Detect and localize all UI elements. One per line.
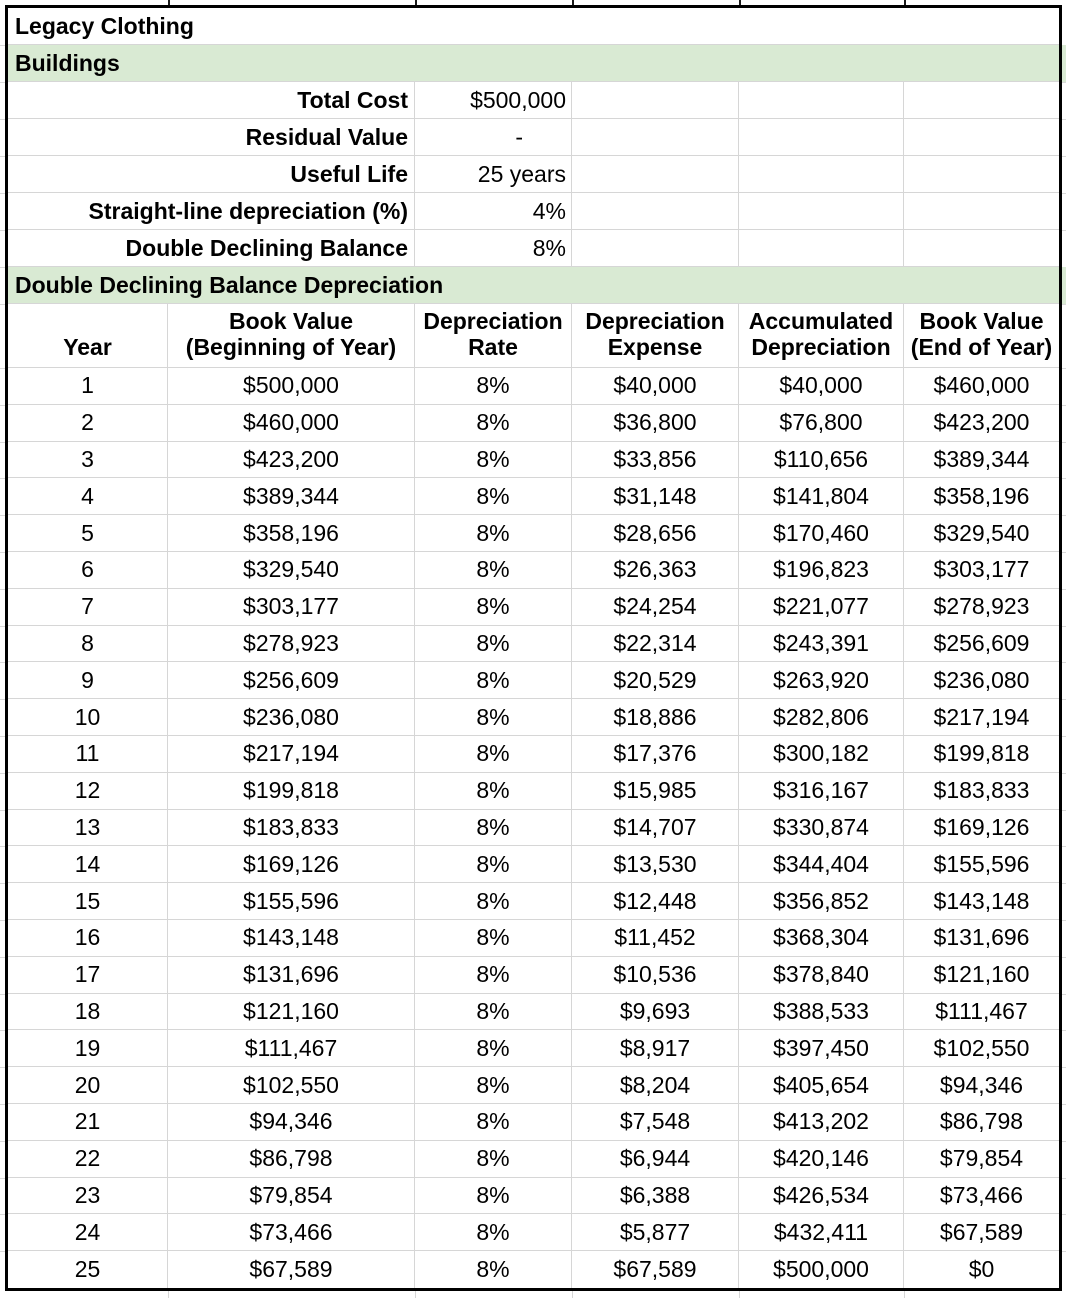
cell-book-value-end[interactable]: $389,344 bbox=[904, 442, 1059, 479]
cell-depreciation-expense[interactable]: $17,376 bbox=[572, 736, 739, 773]
cell-depreciation-rate[interactable]: 8% bbox=[415, 1067, 572, 1104]
empty-cell[interactable] bbox=[739, 156, 904, 193]
cell-year[interactable]: 11 bbox=[8, 736, 168, 773]
grid-sliver-line bbox=[1062, 119, 1066, 120]
table-row bbox=[8, 920, 1059, 957]
cell-year[interactable]: 14 bbox=[8, 846, 168, 883]
cell-book-value-begin[interactable]: $86,798 bbox=[168, 1141, 415, 1178]
cell-depreciation-rate[interactable]: 8% bbox=[415, 810, 572, 847]
straight-line-value-cell[interactable]: 4% bbox=[415, 193, 572, 230]
table-row bbox=[8, 1251, 1059, 1288]
cell-depreciation-expense[interactable]: $36,800 bbox=[572, 405, 739, 442]
grid-sliver-line bbox=[1062, 1030, 1066, 1031]
grid-sliver-line bbox=[1062, 883, 1066, 884]
grid-sliver-line bbox=[168, 1291, 169, 1298]
cell-book-value-end[interactable]: $121,160 bbox=[904, 957, 1059, 994]
cell-book-value-end[interactable]: $67,589 bbox=[904, 1214, 1059, 1251]
cell-accumulated-depreciation[interactable]: $413,202 bbox=[739, 1104, 904, 1141]
cell-depreciation-rate[interactable]: 8% bbox=[415, 662, 572, 699]
cell-accumulated-depreciation[interactable]: $316,167 bbox=[739, 773, 904, 810]
cell-depreciation-rate[interactable]: 8% bbox=[415, 699, 572, 736]
cell-accumulated-depreciation[interactable]: $243,391 bbox=[739, 626, 904, 663]
ddb-rate-label-cell[interactable]: Double Declining Balance bbox=[8, 230, 415, 267]
cell-year[interactable]: 2 bbox=[8, 405, 168, 442]
cell-book-value-end[interactable]: $155,596 bbox=[904, 846, 1059, 883]
header-depreciation-expense-cell[interactable]: Depreciation Expense bbox=[572, 304, 739, 368]
cell-book-value-begin[interactable]: $169,126 bbox=[168, 846, 415, 883]
cell-accumulated-depreciation[interactable]: $388,533 bbox=[739, 994, 904, 1031]
cell-accumulated-depreciation[interactable]: $263,920 bbox=[739, 662, 904, 699]
empty-cell[interactable] bbox=[572, 82, 739, 119]
cell-year[interactable]: 21 bbox=[8, 1104, 168, 1141]
grid-sliver-line bbox=[1062, 920, 1066, 921]
grid-sliver-line bbox=[415, 1291, 416, 1298]
table-row bbox=[8, 1141, 1059, 1178]
cell-accumulated-depreciation[interactable]: $368,304 bbox=[739, 920, 904, 957]
header-depreciation-rate-cell[interactable]: Depreciation Rate bbox=[415, 304, 572, 368]
straight-line-label-cell[interactable]: Straight-line depreciation (%) bbox=[8, 193, 415, 230]
table-row bbox=[8, 1178, 1059, 1215]
table-row bbox=[8, 1214, 1059, 1251]
cell-depreciation-expense[interactable]: $24,254 bbox=[572, 589, 739, 626]
cell-accumulated-depreciation[interactable]: $405,654 bbox=[739, 1067, 904, 1104]
cell-book-value-begin[interactable]: $236,080 bbox=[168, 699, 415, 736]
cell-year[interactable]: 17 bbox=[8, 957, 168, 994]
grid-sliver-line bbox=[1062, 193, 1066, 194]
cell-depreciation-rate[interactable]: 8% bbox=[415, 589, 572, 626]
empty-cell[interactable] bbox=[904, 156, 1059, 193]
cell-depreciation-rate[interactable]: 8% bbox=[415, 478, 572, 515]
cell-depreciation-expense[interactable]: $8,204 bbox=[572, 1067, 739, 1104]
cell-depreciation-expense[interactable]: $7,548 bbox=[572, 1104, 739, 1141]
cell-year[interactable]: 12 bbox=[8, 773, 168, 810]
cell-book-value-end[interactable]: $169,126 bbox=[904, 810, 1059, 847]
table-row bbox=[8, 368, 1059, 405]
cell-book-value-begin[interactable]: $199,818 bbox=[168, 773, 415, 810]
grid-sliver-line bbox=[1062, 810, 1066, 811]
cell-book-value-begin[interactable]: $423,200 bbox=[168, 442, 415, 479]
grid-sliver-line bbox=[1062, 589, 1066, 590]
summary-row-straight-line bbox=[8, 193, 1059, 230]
cell-year[interactable]: 5 bbox=[8, 515, 168, 552]
cell-depreciation-expense[interactable]: $14,707 bbox=[572, 810, 739, 847]
cell-book-value-end[interactable]: $73,466 bbox=[904, 1178, 1059, 1215]
cell-depreciation-expense[interactable]: $28,656 bbox=[572, 515, 739, 552]
residual-value-value-cell[interactable]: - bbox=[415, 119, 572, 156]
cell-book-value-begin[interactable]: $67,589 bbox=[168, 1251, 415, 1288]
cell-year[interactable]: 15 bbox=[8, 883, 168, 920]
cell-book-value-end[interactable]: $94,346 bbox=[904, 1067, 1059, 1104]
cell-accumulated-depreciation[interactable]: $432,411 bbox=[739, 1214, 904, 1251]
empty-cell[interactable] bbox=[572, 193, 739, 230]
grid-sliver-line bbox=[1062, 267, 1066, 304]
cell-accumulated-depreciation[interactable]: $330,874 bbox=[739, 810, 904, 847]
grid-sliver-line bbox=[739, 1291, 740, 1298]
cell-book-value-end[interactable]: $199,818 bbox=[904, 736, 1059, 773]
cell-depreciation-expense[interactable]: $12,448 bbox=[572, 883, 739, 920]
table-row bbox=[8, 405, 1059, 442]
grid-sliver-line bbox=[1062, 773, 1066, 774]
cell-year[interactable]: 9 bbox=[8, 662, 168, 699]
asset-section-row bbox=[8, 45, 1059, 82]
table-row bbox=[8, 699, 1059, 736]
useful-life-label-cell[interactable]: Useful Life bbox=[8, 156, 415, 193]
cell-accumulated-depreciation[interactable]: $420,146 bbox=[739, 1141, 904, 1178]
cell-depreciation-expense[interactable]: $31,148 bbox=[572, 478, 739, 515]
cell-year[interactable]: 13 bbox=[8, 810, 168, 847]
grid-sliver-line bbox=[1062, 1178, 1066, 1179]
cell-book-value-begin[interactable]: $217,194 bbox=[168, 736, 415, 773]
table-row bbox=[8, 1030, 1059, 1067]
cell-depreciation-rate[interactable]: 8% bbox=[415, 1214, 572, 1251]
cell-book-value-begin[interactable]: $183,833 bbox=[168, 810, 415, 847]
table-row bbox=[8, 773, 1059, 810]
cell-accumulated-depreciation[interactable]: $300,182 bbox=[739, 736, 904, 773]
header-accumulated-depreciation-cell[interactable]: Accumulated Depreciation bbox=[739, 304, 904, 368]
cell-year[interactable]: 8 bbox=[8, 626, 168, 663]
cell-book-value-begin[interactable]: $79,854 bbox=[168, 1178, 415, 1215]
summary-row-residual-value bbox=[8, 119, 1059, 156]
cell-book-value-begin[interactable]: $358,196 bbox=[168, 515, 415, 552]
table-title-cell[interactable]: Double Declining Balance Depreciation bbox=[8, 267, 1059, 304]
grid-sliver-line bbox=[1062, 736, 1066, 737]
cell-depreciation-rate[interactable]: 8% bbox=[415, 1030, 572, 1067]
cell-accumulated-depreciation[interactable]: $282,806 bbox=[739, 699, 904, 736]
table-row bbox=[8, 589, 1059, 626]
table-row bbox=[8, 1104, 1059, 1141]
empty-cell[interactable] bbox=[739, 230, 904, 267]
empty-cell[interactable] bbox=[904, 82, 1059, 119]
cell-year[interactable]: 24 bbox=[8, 1214, 168, 1251]
cell-depreciation-rate[interactable]: 8% bbox=[415, 883, 572, 920]
cell-accumulated-depreciation[interactable]: $344,404 bbox=[739, 846, 904, 883]
cell-year[interactable]: 18 bbox=[8, 994, 168, 1031]
table-row bbox=[8, 478, 1059, 515]
cell-book-value-begin[interactable]: $155,596 bbox=[168, 883, 415, 920]
cell-accumulated-depreciation[interactable]: $196,823 bbox=[739, 552, 904, 589]
cell-depreciation-rate[interactable]: 8% bbox=[415, 846, 572, 883]
cell-accumulated-depreciation[interactable]: $356,852 bbox=[739, 883, 904, 920]
cell-depreciation-expense[interactable]: $11,452 bbox=[572, 920, 739, 957]
cell-depreciation-expense[interactable]: $40,000 bbox=[572, 368, 739, 405]
cell-book-value-end[interactable]: $423,200 bbox=[904, 405, 1059, 442]
cell-year[interactable]: 22 bbox=[8, 1141, 168, 1178]
cell-depreciation-rate[interactable]: 8% bbox=[415, 1251, 572, 1288]
cell-depreciation-rate[interactable]: 8% bbox=[415, 1141, 572, 1178]
cell-depreciation-expense[interactable]: $8,917 bbox=[572, 1030, 739, 1067]
cell-book-value-end[interactable]: $183,833 bbox=[904, 773, 1059, 810]
empty-cell[interactable] bbox=[739, 119, 904, 156]
cell-book-value-end[interactable]: $256,609 bbox=[904, 626, 1059, 663]
cell-book-value-end[interactable]: $460,000 bbox=[904, 368, 1059, 405]
cell-book-value-end[interactable]: $236,080 bbox=[904, 662, 1059, 699]
table-row bbox=[8, 994, 1059, 1031]
table-row bbox=[8, 957, 1059, 994]
grid-sliver-line bbox=[1062, 304, 1066, 305]
cell-year[interactable]: 1 bbox=[8, 368, 168, 405]
asset-section-cell[interactable]: Buildings bbox=[8, 45, 1059, 82]
cell-depreciation-rate[interactable]: 8% bbox=[415, 1178, 572, 1215]
cell-year[interactable]: 19 bbox=[8, 1030, 168, 1067]
cell-book-value-begin[interactable]: $131,696 bbox=[168, 957, 415, 994]
header-book-value-begin-cell[interactable]: Book Value (Beginning of Year) bbox=[168, 304, 415, 368]
cell-accumulated-depreciation[interactable]: $221,077 bbox=[739, 589, 904, 626]
company-title-row bbox=[8, 8, 1059, 45]
cell-depreciation-rate[interactable]: 8% bbox=[415, 442, 572, 479]
empty-cell[interactable] bbox=[572, 230, 739, 267]
summary-row-ddb-rate bbox=[8, 230, 1059, 267]
empty-cell[interactable] bbox=[739, 193, 904, 230]
cell-book-value-end[interactable]: $86,798 bbox=[904, 1104, 1059, 1141]
grid-sliver-line bbox=[1062, 1214, 1066, 1215]
summary-row-total-cost bbox=[8, 82, 1059, 119]
cell-depreciation-rate[interactable]: 8% bbox=[415, 920, 572, 957]
cell-depreciation-rate[interactable]: 8% bbox=[415, 957, 572, 994]
grid-sliver-line bbox=[1062, 662, 1066, 663]
grid-sliver-line bbox=[1062, 1104, 1066, 1105]
cell-depreciation-expense[interactable]: $6,944 bbox=[572, 1141, 739, 1178]
cell-year[interactable]: 7 bbox=[8, 589, 168, 626]
cell-accumulated-depreciation[interactable]: $378,840 bbox=[739, 957, 904, 994]
cell-book-value-begin[interactable]: $303,177 bbox=[168, 589, 415, 626]
cell-depreciation-expense[interactable]: $20,529 bbox=[572, 662, 739, 699]
table-row bbox=[8, 626, 1059, 663]
cell-year[interactable]: 6 bbox=[8, 552, 168, 589]
grid-sliver-line bbox=[1062, 552, 1066, 553]
cell-book-value-begin[interactable]: $256,609 bbox=[168, 662, 415, 699]
grid-sliver-line bbox=[1062, 626, 1066, 627]
cell-depreciation-rate[interactable]: 8% bbox=[415, 1104, 572, 1141]
cell-year[interactable]: 25 bbox=[8, 1251, 168, 1288]
grid-sliver-line bbox=[1062, 515, 1066, 516]
cell-year[interactable]: 4 bbox=[8, 478, 168, 515]
cell-depreciation-expense[interactable]: $5,877 bbox=[572, 1214, 739, 1251]
empty-cell[interactable] bbox=[904, 230, 1059, 267]
table-row bbox=[8, 883, 1059, 920]
cell-accumulated-depreciation[interactable]: $397,450 bbox=[739, 1030, 904, 1067]
cell-accumulated-depreciation[interactable]: $141,804 bbox=[739, 478, 904, 515]
cell-accumulated-depreciation[interactable]: $76,800 bbox=[739, 405, 904, 442]
cell-depreciation-expense[interactable]: $26,363 bbox=[572, 552, 739, 589]
grid-sliver-line bbox=[1062, 1067, 1066, 1068]
empty-cell[interactable] bbox=[904, 119, 1059, 156]
table-row bbox=[8, 442, 1059, 479]
empty-cell[interactable] bbox=[572, 119, 739, 156]
grid-sliver-line bbox=[1062, 45, 1066, 82]
company-name-cell[interactable]: Legacy Clothing bbox=[8, 8, 1059, 45]
grid-sliver-line bbox=[1062, 1141, 1066, 1142]
cell-depreciation-expense[interactable]: $15,985 bbox=[572, 773, 739, 810]
cell-depreciation-rate[interactable]: 8% bbox=[415, 515, 572, 552]
grid-sliver-line bbox=[1062, 442, 1066, 443]
grid-sliver-line bbox=[1062, 82, 1066, 83]
cell-book-value-end[interactable]: $278,923 bbox=[904, 589, 1059, 626]
empty-cell[interactable] bbox=[904, 193, 1059, 230]
cell-depreciation-rate[interactable]: 8% bbox=[415, 405, 572, 442]
cell-accumulated-depreciation[interactable]: $426,534 bbox=[739, 1178, 904, 1215]
cell-book-value-begin[interactable]: $329,540 bbox=[168, 552, 415, 589]
cell-depreciation-expense[interactable]: $9,693 bbox=[572, 994, 739, 1031]
cell-year[interactable]: 10 bbox=[8, 699, 168, 736]
header-year-cell[interactable]: Year bbox=[8, 304, 168, 368]
grid-sliver-line bbox=[1062, 957, 1066, 958]
grid-sliver-line bbox=[1062, 405, 1066, 406]
empty-cell[interactable] bbox=[739, 82, 904, 119]
cell-accumulated-depreciation[interactable]: $40,000 bbox=[739, 368, 904, 405]
cell-depreciation-expense[interactable]: $13,530 bbox=[572, 846, 739, 883]
cell-book-value-end[interactable]: $102,550 bbox=[904, 1030, 1059, 1067]
cell-accumulated-depreciation[interactable]: $110,656 bbox=[739, 442, 904, 479]
grid-sliver-line bbox=[572, 1291, 573, 1298]
cell-book-value-end[interactable]: $329,540 bbox=[904, 515, 1059, 552]
cell-book-value-begin[interactable]: $460,000 bbox=[168, 405, 415, 442]
depreciation-worksheet bbox=[5, 5, 1062, 1291]
cell-depreciation-rate[interactable]: 8% bbox=[415, 773, 572, 810]
cell-depreciation-expense[interactable]: $22,314 bbox=[572, 626, 739, 663]
grid-sliver-line bbox=[1062, 230, 1066, 231]
table-row bbox=[8, 1067, 1059, 1104]
table-title-row bbox=[8, 267, 1059, 304]
table-row bbox=[8, 736, 1059, 773]
cell-book-value-begin[interactable]: $102,550 bbox=[168, 1067, 415, 1104]
cell-book-value-end[interactable]: $303,177 bbox=[904, 552, 1059, 589]
residual-value-label-cell[interactable]: Residual Value bbox=[8, 119, 415, 156]
cell-year[interactable]: 20 bbox=[8, 1067, 168, 1104]
cell-year[interactable]: 23 bbox=[8, 1178, 168, 1215]
cell-accumulated-depreciation[interactable]: $170,460 bbox=[739, 515, 904, 552]
cell-depreciation-rate[interactable]: 8% bbox=[415, 368, 572, 405]
cell-depreciation-expense[interactable]: $18,886 bbox=[572, 699, 739, 736]
cell-book-value-begin[interactable]: $94,346 bbox=[168, 1104, 415, 1141]
grid-sliver-line bbox=[904, 1291, 905, 1298]
cell-depreciation-expense[interactable]: $6,388 bbox=[572, 1178, 739, 1215]
cell-year[interactable]: 16 bbox=[8, 920, 168, 957]
grid-sliver-line bbox=[1062, 994, 1066, 995]
total-cost-label-cell[interactable]: Total Cost bbox=[8, 82, 415, 119]
cell-depreciation-rate[interactable]: 8% bbox=[415, 736, 572, 773]
cell-book-value-begin[interactable]: $389,344 bbox=[168, 478, 415, 515]
cell-accumulated-depreciation[interactable]: $500,000 bbox=[739, 1251, 904, 1288]
cell-book-value-begin[interactable]: $143,148 bbox=[168, 920, 415, 957]
cell-book-value-end[interactable]: $131,696 bbox=[904, 920, 1059, 957]
cell-book-value-end[interactable]: $358,196 bbox=[904, 478, 1059, 515]
total-cost-value-cell[interactable]: $500,000 bbox=[415, 82, 572, 119]
cell-book-value-begin[interactable]: $121,160 bbox=[168, 994, 415, 1031]
grid-sliver-line bbox=[1062, 156, 1066, 157]
cell-book-value-begin[interactable]: $73,466 bbox=[168, 1214, 415, 1251]
table-row bbox=[8, 515, 1059, 552]
cell-depreciation-expense[interactable]: $33,856 bbox=[572, 442, 739, 479]
grid-sliver-line bbox=[1062, 478, 1066, 479]
ddb-rate-value-cell[interactable]: 8% bbox=[415, 230, 572, 267]
table-row bbox=[8, 662, 1059, 699]
cell-book-value-end[interactable]: $111,467 bbox=[904, 994, 1059, 1031]
summary-row-useful-life bbox=[8, 156, 1059, 193]
grid-sliver-line bbox=[1062, 699, 1066, 700]
header-book-value-end-cell[interactable]: Book Value (End of Year) bbox=[904, 304, 1059, 368]
grid-sliver-line bbox=[1062, 368, 1066, 369]
cell-year[interactable]: 3 bbox=[8, 442, 168, 479]
table-row bbox=[8, 846, 1059, 883]
cell-depreciation-expense[interactable]: $10,536 bbox=[572, 957, 739, 994]
grid-sliver-line bbox=[1062, 846, 1066, 847]
grid-sliver-line bbox=[1062, 1251, 1066, 1252]
cell-depreciation-rate[interactable]: 8% bbox=[415, 626, 572, 663]
cell-depreciation-expense[interactable]: $67,589 bbox=[572, 1251, 739, 1288]
table-row bbox=[8, 810, 1059, 847]
cell-book-value-end[interactable]: $0 bbox=[904, 1251, 1059, 1288]
cell-book-value-end[interactable]: $79,854 bbox=[904, 1141, 1059, 1178]
cell-book-value-begin[interactable]: $500,000 bbox=[168, 368, 415, 405]
cell-depreciation-rate[interactable]: 8% bbox=[415, 552, 572, 589]
cell-book-value-begin[interactable]: $278,923 bbox=[168, 626, 415, 663]
cell-book-value-end[interactable]: $143,148 bbox=[904, 883, 1059, 920]
cell-book-value-end[interactable]: $217,194 bbox=[904, 699, 1059, 736]
table-row bbox=[8, 552, 1059, 589]
useful-life-value-cell[interactable]: 25 years bbox=[415, 156, 572, 193]
table-header-row bbox=[8, 304, 1059, 368]
cell-book-value-begin[interactable]: $111,467 bbox=[168, 1030, 415, 1067]
cell-depreciation-rate[interactable]: 8% bbox=[415, 994, 572, 1031]
empty-cell[interactable] bbox=[572, 156, 739, 193]
